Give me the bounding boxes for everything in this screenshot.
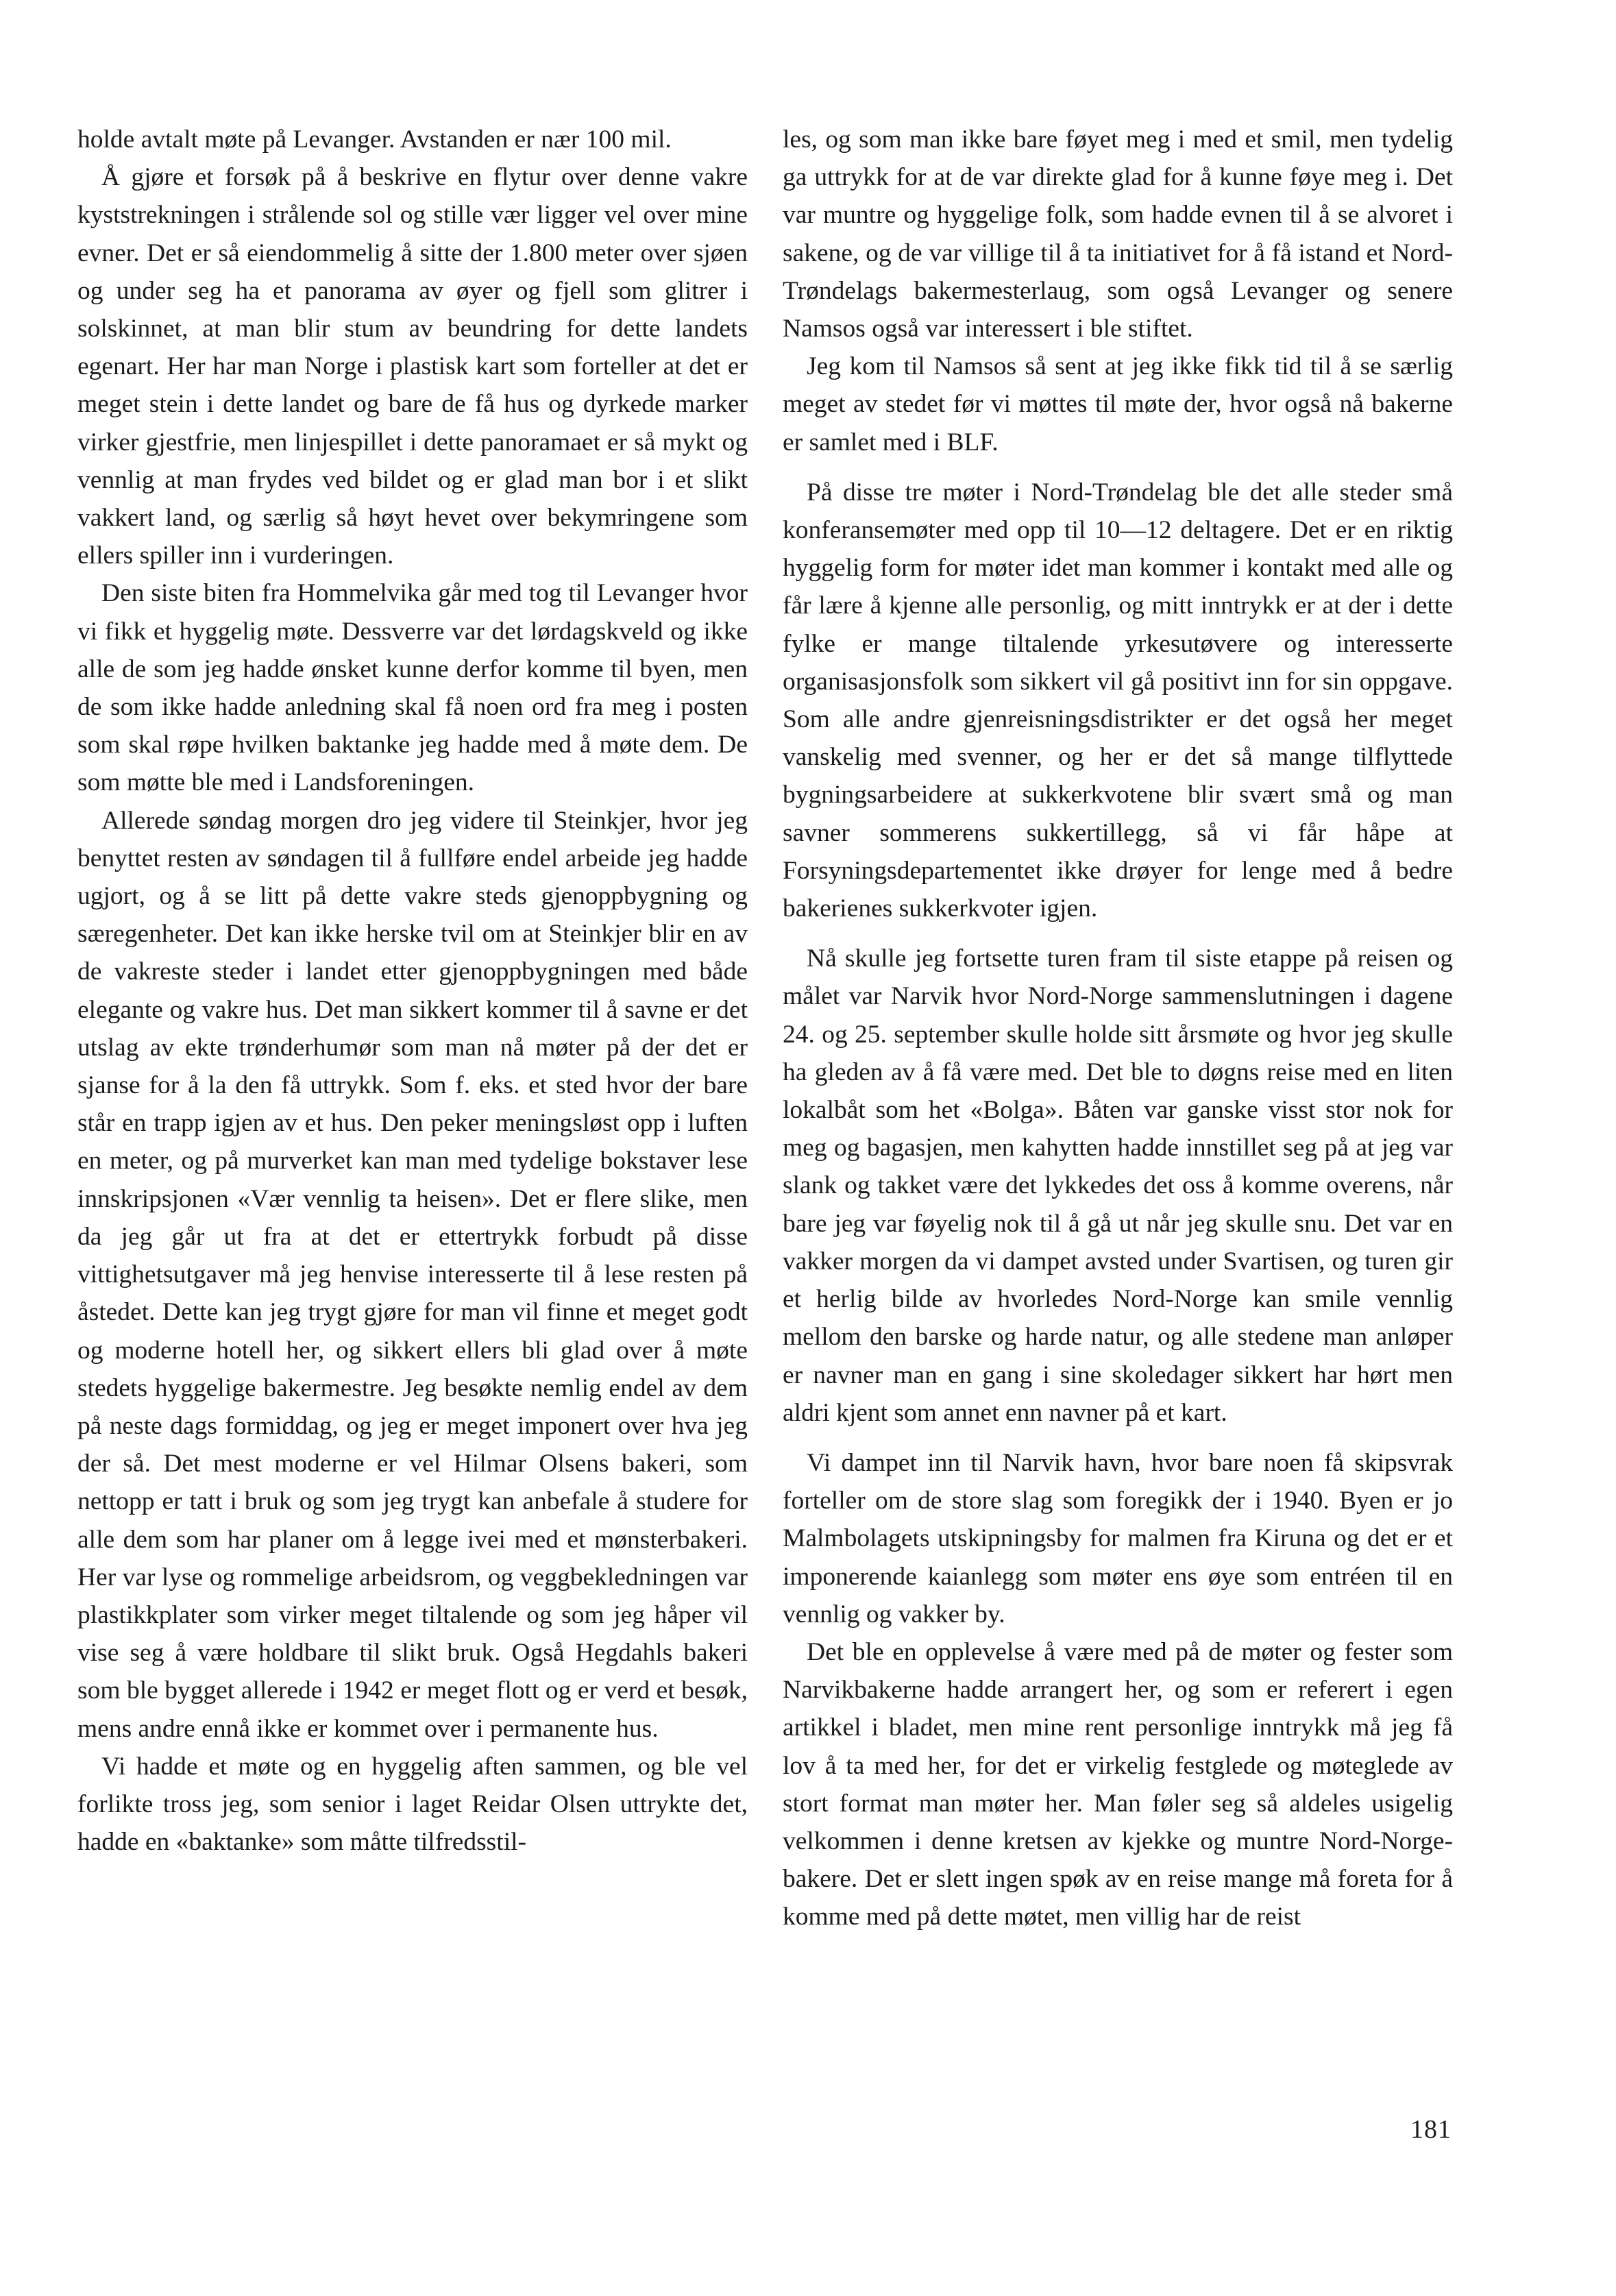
right-text-column: [783, 121, 1453, 1936]
paragraph: Vi dampet inn til Narvik havn, hvor bare noen få skipsvrak forteller om de store slag som foregikk der i 1940. Byen er jo Malmbolagets utskipningsby for malmen fra Kiruna og det er et imponerende kaianlegg som møter ens øye som entréen til en vennlig og vakker by.: [783, 1448, 1453, 1628]
paragraph: Nå skulle jeg fortsette turen fram til siste etappe på reisen og målet var Narvik hvor Nord-Norge sammenslutningen i dagene 24. og 25. september skulle holde sitt årsmøte og hvor jeg skulle ha gleden av å få være med. Det ble to døgns reise med en liten lokalbåt som het «Bolga». Båten var ganske visst stor nok for meg og bagasjen, men kahytten hadde innstillet seg på at jeg var slank og takket være det lykkedes det oss å komme overens, når bare jeg var føyelig nok til å gå ut når jeg skulle snu. Det var en vakker morgen da vi dampet avsted under Svartisen, og turen gir et herlig bilde av hvorledes Nord-Norge kan smile vennlig mellom den barske og harde natur, og alle stedene man anløper er navner man en gang i sine skoledager sikkert har hørt men aldri kjent som annet enn navner på et kart.: [783, 944, 1453, 1427]
paragraph: Vi hadde et møte og en hyggelig aften sammen, og ble vel forlikte tross jeg, som senior i laget Reidar Olsen uttrykte det, hadde en «baktanke» som måtte tilfredsstil-: [77, 1752, 748, 1857]
left-text-column: [77, 121, 748, 1861]
paragraph: holde avtalt møte på Levanger. Avstanden er nær 100 mil.: [77, 125, 672, 154]
paragraph: På disse tre møter i Nord-Trøndelag ble det alle steder små konferansemøter med opp til 10—12 deltagere. Det er en riktig hyggelig form for møter idet man kommer i kontakt med alle og får lære å kjenne alle personlig, og mitt inntrykk er at der i dette fylke er mange tiltalende yrkesutøvere og interesserte organisasjonsfolk som sikkert vil gå positivt inn for sin oppgave. Som alle andre gjenreisningsdistrikter er det også her meget vanskelig med svenner, og her er det så mange tilflyttede bygningsarbeidere at sukkerkvotene blir svært små og man savner sommerens sukkertillegg, så vi får håpe at Forsyningsdepartementet ikke drøyer for lenge med å bedre bakerienes sukkerkvoter igjen.: [783, 478, 1453, 923]
paragraph: Den siste biten fra Hommelvika går med tog til Levanger hvor vi fikk et hyggelig møte. Dessverre var det lørdagskveld og ikke alle de som jeg hadde ønsket kunne derfor komme til byen, men de som ikke hadde anledning skal få noen ord fra meg i posten som skal røpe hvilken baktanke jeg hadde med å møte dem. De som møtte ble med i Landsforeningen.: [77, 579, 748, 797]
page-number: 181: [1410, 2115, 1452, 2144]
paragraph: Jeg kom til Namsos så sent at jeg ikke fikk tid til å se særlig meget av stedet før vi møttes til møte der, hvor også nå bakerne er samlet med i BLF.: [783, 352, 1453, 456]
paragraph: Allerede søndag morgen dro jeg videre til Steinkjer, hvor jeg benyttet resten av søndagen til å fullføre endel arbeide jeg hadde ugjort, og å se litt på dette vakre steds gjenoppbygning og særegenheter. Det kan ikke herske tvil om at Steinkjer blir en av de vakreste steder i landet etter gjenoppbygningen med både elegante og vakre hus. Det man sikkert kommer til å savne er det utslag av ekte trønderhumør som man nå møter på der det er sjanse for å la den få uttrykk. Som f. eks. et sted hvor der bare står en trapp igjen av et hus. Den peker meningsløst opp i luften en meter, og på murverket kan man med tydelige bokstaver lese innskripsjonen «Vær vennlig ta heisen». Det er flere slike, men da jeg går ut fra at det er ettertrykk forbudt på disse vittighetsutgaver må jeg henvise interesserte til å lese resten på åstedet. Dette kan jeg trygt gjøre for man vil finne et meget godt og moderne hotell her, og sikkert ellers bli glad over å møte stedets hyggelige bakermestre. Jeg besøkte nemlig endel av dem på neste dags formiddag, og jeg er meget imponert over hva jeg der så. Det mest moderne er vel Hilmar Olsens bakeri, som nettopp er tatt i bruk og som jeg trygt kan anbefale å studere for alle dem som har planer om å legge ivei med et mønsterbakeri. Her var lyse og rommelige arbeidsrom, og veggbekledningen var plastikkplater som virker meget tiltalende og som jeg håper vil vise seg å være holdbare til slikt bruk. Også Hegdahls bakeri som ble bygget allerede i 1942 er meget flott og er verd et besøk, mens andre ennå ikke er kommet over i permanente hus.: [77, 806, 748, 1743]
paragraph: Å gjøre et forsøk på å beskrive en flytur over denne vakre kyststrekningen i strålende sol og stille vær ligger vel over mine evner. Det er så eiendommelig å sitte der 1.800 meter over sjøen og under seg ha et panorama av øyer og fjell som glitrer i solskinnet, at man blir stum av beundring for dette landets egenart. Her har man Norge i plastisk kart som forteller at det er meget stein i dette landet og bare de få hus og dyrkede marker virker gjestfrie, men linjespillet i dette panoramaet er så mykt og vennlig at man frydes ved bildet og er glad man bor i et slikt vakkert land, og særlig så høyt hevet over bekymringene som ellers spiller inn i vurderingen.: [77, 163, 748, 570]
paragraph: les, og som man ikke bare føyet meg i med et smil, men tydelig ga uttrykk for at de var direkte glad for å kunne føye meg i. Det var muntre og hyggelige folk, som hadde evnen til å se alvoret i sakene, og de var villige til å ta initiativet for å få istand et Nord-Trøndelags bakermesterlaug, som også Levanger og senere Namsos også var interessert i ble stiftet.: [783, 125, 1453, 343]
paragraph: Det ble en opplevelse å være med på de møter og fester som Narvikbakerne hadde arrangert her, og som er referert i egen artikkel i bladet, men mine rent personlige inntrykk må jeg få lov å ta med her, for det er virkelig festglede og møteglede av stort format man møter her. Man føler seg så aldeles usigelig velkommen i denne kretsen av kjekke og muntre Nord-Norge-bakere. Det er slett ingen spøk av en reise mange må foreta for å komme med på dette møtet, men villig har de reist: [783, 1637, 1453, 1931]
